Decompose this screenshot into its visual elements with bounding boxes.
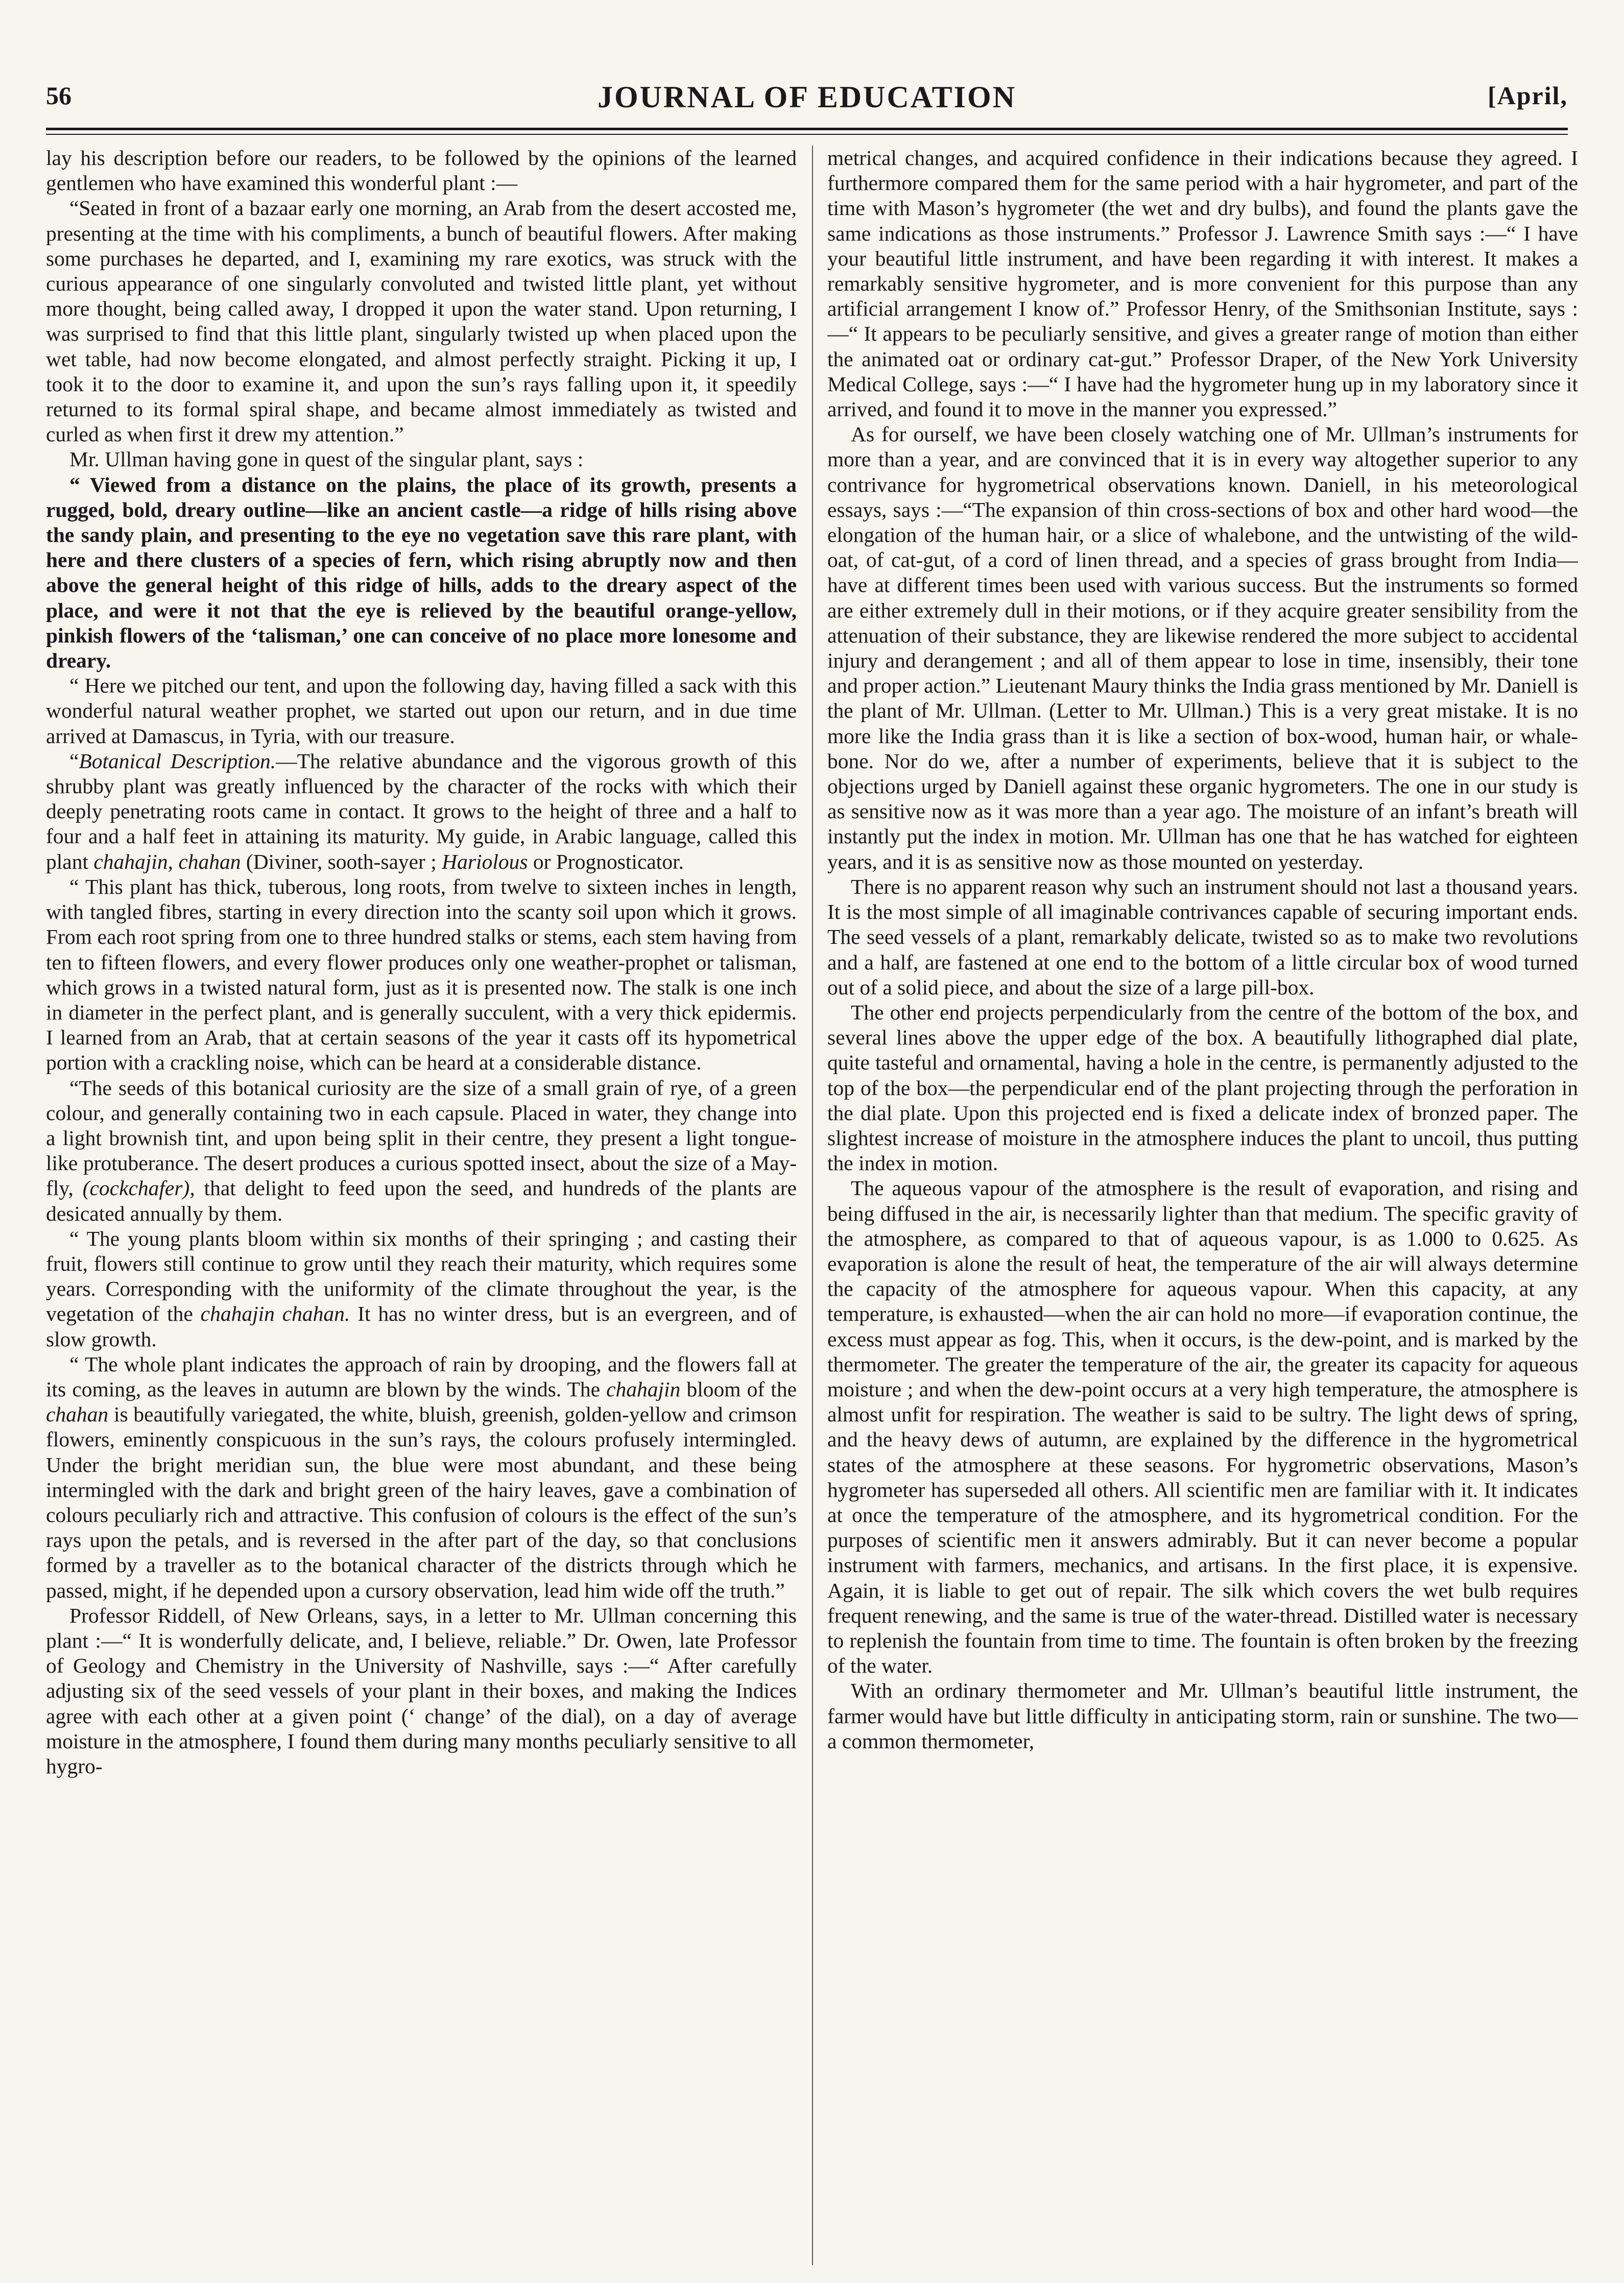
paragraph-seeds	[46, 1076, 797, 1226]
latin-name: (cockchafer),	[82, 1176, 195, 1200]
text-span: It has no winter dress, but is an evergreen, and of slow growth.	[46, 1302, 797, 1351]
left-column	[46, 146, 797, 2265]
paragraph: There is no apparent reason why such an instrument should not last a thousand years. It is the most simple of all imaginable contrivances capable of securing important ends. The seed vessels of a plant, remarkably delicate, twisted so as to make two revolutions and a half, are fastened at one end to the bottom of a little circular box of wood turned out of a solid piece, and about the size of a large pill-box.	[827, 874, 1578, 999]
text-span: is beautifully variegated, the white, bluish, greenish, golden-yellow and crimson flowers, eminently conspicuous in the sun’s rays, the colours profusely intermingled. Under the bright meridian sun, the blue were most abundant, and these being intermingled with the dark and bright green of the hairy leaves, gave a combination of colours peculiarly rich and attractive. This confusion of colours is the effect of the sun’s rays upon the petals, and is reversed in the after part of the day, so that conclusions formed by a traveller as to the botanical character of the districts through which he passed, might, if he depended upon a cursory observation, lead him wide off the truth.”	[46, 1402, 797, 1602]
column-divider	[812, 146, 813, 2265]
paragraph-whole-plant	[46, 1352, 797, 1603]
text-span: —The relative abundance and the vigorous growth of this shrubby plant was greatly influenced by the character of the rocks with which their deeply penetrating roots came in contact. It grows to the height of three and a half to four and a half feet in attaining its maturity. My guide, in Arabic language, called this plant	[46, 749, 797, 873]
paragraph: “ Viewed from a distance on the plains, the place of its growth, presents a rugged, bold, dreary outline—like an ancient castle—a ridge of hills rising above the sandy plain, and presenting to the eye no vegetation save this rare plant, with here and there clusters of a species of fern, which rising abruptly now and then above the general height of this ridge of hills, adds to the dreary aspect of the place, and were it not that the eye is relieved by the beautiful orange-yellow, pinkish flowers of the ‘talisman,’ one can conceive of no place more lonesome and dreary.	[46, 472, 797, 673]
paragraph: As for ourself, we have been closely watching one of Mr. Ullman’s instruments for more than a year, and are convinced that it is in every way altogether superior to any contrivance for hygrometrical observations known. Daniell, in his meteorological essays, says :—“The expansion of thin cross-sections of box and other hard wood—the elongation of the human hair, or a slice of whalebone, and the untwisting of the wild-oat, of cat-gut, of a cord of linen thread, and a species of grass brought from India—have at different times been used with various success. But the instruments so formed are either extremely dull in their motions, or if they acquire greater sensibility from the attenuation of their substance, they are likewise rendered the more subject to accidental injury and derangement ; and all of them appear to lose in time, insensibly, their tone and proper action.” Lieutenant Maury thinks the India grass mentioned by Mr. Daniell is the plant of Mr. Ullman. (Letter to Mr. Ullman.) This is a very great mistake. It is no more like the India grass than it is like a section of box-wood, human hair, or whale-bone. Nor do we, after a number of experiments, believe that it is subject to the objections urged by Daniell against these organic hygrometers. The one in our study is as sensitive now as it was more than a year ago. The moisture of an infant’s breath will instantly put the index in motion. Mr. Ullman has one that he has watched for eighteen years, and it is as sensitive now as those mounted on yesterday.	[827, 422, 1578, 873]
text-span: “ The young plants bloom within six months of their springing ; and casting their fruit, flowers still continue to grow until they reach their maturity, which requires some years. Corresponding with the uniformity of the climate throughout the year, is the vegetation of the	[46, 1226, 797, 1326]
text-span: (Diviner, sooth-sayer ;	[246, 849, 437, 873]
text-span: “The seeds of this botanical curiosity are the size of a small grain of rye, of a green colour, and generally containing two in each capsule. Placed in water, they change into a light brownish tint, and upon being split in their centre, they present a light tongue-like protuberance. The desert produces a curious spotted insect, about the size of a May-fly,	[46, 1076, 797, 1200]
paragraph: Professor Riddell, of New Orleans, says, in a letter to Mr. Ullman concerning this plant :—“ It is wonderfully delicate, and, I believe, reliable.” Dr. Owen, late Professor of Geology and Chemistry in the University of Nashville, says :—“ After carefully adjusting six of the seed vessels of your plant in their boxes, and making the Indices agree with each other at a given point (‘ change’ of the dial), on a day of average moisture in the atmosphere, I found them during many months peculiarly sensitive to all hygro-	[46, 1603, 797, 1778]
text-span: bloom of the	[686, 1377, 797, 1401]
latin-name: Hariolous	[442, 849, 528, 873]
journal-title: JOURNAL OF EDUCATION	[597, 80, 1017, 114]
paragraph: The aqueous vapour of the atmosphere is the result of evaporation, and rising and being diffused in the air, is necessarily lighter than that medium. The specific gravity of the atmosphere, as compared to that of aqueous vapour, is as 1.000 to 0.625. As evaporation is alone the result of heat, the temperature of the air will always determine the capacity of the atmosphere for aqueous vapour. When this capacity, at any temperature, is exhausted—when the air can hold no more—if evaporation continue, the excess must appear as fog. This, when it occurs, is the dew-point, and is marked by the thermometer. The greater the temperature of the air, the greater its capacity for aqueous moisture ; and when the dew-point occurs at a very high temperature, the atmosphere is almost unfit for respiration. The weather is said to be sultry. The light dews of spring, and the heavy dews of autumn, are explained by the difference in the hygrometrical states of the atmosphere at these seasons. For hygrometric observations, Mason’s hygrometer has superseded all others. All scientific men are familiar with it. It indicates at once the temperature of the atmosphere, and its hygrometrical condition. For the purposes of scientific men it answers admirably. But it can never become a popular instrument with farmers, mechanics, and artisans. In the first place, it is expensive. Again, it is liable to get out of repair. The silk which covers the wet bulb requires frequent renewing, and the same is true of the water-thread. Distilled water is necessary to replenish the fountain from time to time. The fountain is often broken by the freezing of the water.	[827, 1176, 1578, 1678]
text-span: that delight to feed upon the seed, and hundreds of the plants are desicated annually by them.	[46, 1176, 797, 1225]
plant-name: chahan	[46, 1402, 109, 1426]
paragraph: “ Here we pitched our tent, and upon the following day, having filled a sack with this wonderful natural weather prophet, we started out upon our return, and in due time arrived at Damascus, in Tyria, with our treasure.	[46, 674, 797, 748]
plant-name: chahajin	[606, 1377, 681, 1401]
section-label: Botanical Description.	[79, 749, 276, 773]
right-column	[827, 146, 1578, 2265]
text-span: “ The whole plant indicates the approach of rain by drooping, and the flowers fall at its coming, as the leaves in autumn are blown by the winds. The	[46, 1352, 797, 1401]
page-header	[46, 77, 1568, 123]
paragraph: “ This plant has thick, tuberous, long roots, from twelve to sixteen inches in length, with tangled fibres, starting in every direction into the scanty soil upon which it grows. From each root spring from one to three hundred stalks or stems, each stem having from ten to fifteen flowers, and every flower produces only one weather-prophet or talisman, which grows in a twisted natural form, just as it is presented now. The stalk is one inch in diameter in the perfect plant, and is generally succulent, with a very thick epidermis. I learned from an Arab, that at certain seasons of the year it casts off its hypometrical portion with a crackling noise, which can be heard at a considerable distance.	[46, 874, 797, 1075]
plant-name: chahajin, chahan	[93, 849, 241, 873]
paragraph: The other end projects perpendicularly from the centre of the bottom of the box, and several lines above the upper edge of the box. A beautifully lithographed dial plate, quite tasteful and ornamental, having a hole in the centre, is permanently adjusted to the top of the box—the perpendicular end of the plant projecting through the perforation in the dial plate. Upon this projected end is fixed a delicate index of bronzed paper. The slightest increase of moisture in the atmosphere induces the plant to uncoil, thus putting the index in motion.	[827, 1000, 1578, 1175]
paragraph: lay his description before our readers, to be followed by the opinions of the learned gentlemen who have examined this wonderful plant :—	[46, 146, 797, 195]
header-rule-thin	[46, 134, 1568, 135]
paragraph-young-plants	[46, 1226, 797, 1352]
plant-name: chahajin chahan.	[200, 1302, 350, 1326]
header-month: [April,	[1487, 81, 1568, 110]
paragraph: metrical changes, and acquired confidence in their indications because they agreed. I furthermore compared them for the same period with a hair hygrometer, and part of the time with Mason’s hygrometer (the wet and dry bulbs), and found the plants gave the same indications as those instruments.” Professor J. Lawrence Smith says :—“ I have your beautiful little instrument, and have been regarding it with interest. It makes a remarkably sensitive hygrometer, and is more convenient for this purpose than any artificial arrangement I know of.” Professor Henry, of the Smithsonian Institute, says :—“ It appears to be peculiarly sensitive, and gives a greater range of motion than either the animated oat or ordinary cat-gut.” Professor Draper, of the New York University Medical College, says :—“ I have had the hygrometer hung up in my laboratory since it arrived, and found it to move in the manner you expressed.”	[827, 146, 1578, 421]
paragraph: Mr. Ullman having gone in quest of the singular plant, says :	[69, 447, 584, 471]
paragraph: With an ordinary thermometer and Mr. Ullman’s beautiful little instrument, the farmer would have but little difficulty in anticipating storm, rain or sunshine. The two—a common thermometer,	[827, 1679, 1578, 1753]
page-number: 56	[46, 81, 71, 110]
paragraph: “Seated in front of a bazaar early one morning, an Arab from the desert accosted me, presenting at the time with his compliments, a bunch of beautiful flowers. After making some purchases he departed, and I, examining my rare exotics, was struck with the curious appearance of one singularly convoluted and twisted little plant, yet without more thought, being called away, I dropped it upon the water stand. Upon returning, I was surprised to find that this little plant, singularly twisted up when placed upon the wet table, had now become elongated, and almost perfectly straight. Picking it up, I took it to the door to examine it, and upon the sun’s rays falling upon it, it speedily returned to its formal spiral shape, and became almost immediately as twisted and curled as when first it drew my attention.”	[46, 196, 797, 446]
paragraph-botanical: “Botanical Description.—The relative abundance and the vigorous growth of this shrubby plant was greatly influenced by the character of the rocks with which their deeply penetrating roots came in contact. It grows to the height of three and a half to four and a half feet in attaining its maturity. My guide, in Arabic language, called this plant chahajin, chahan (Diviner, sooth-sayer ; Hariolous or Prognosticator.	[46, 749, 797, 873]
text-span: or Prognosticator.	[533, 849, 684, 873]
header-rule-thick	[46, 128, 1568, 130]
